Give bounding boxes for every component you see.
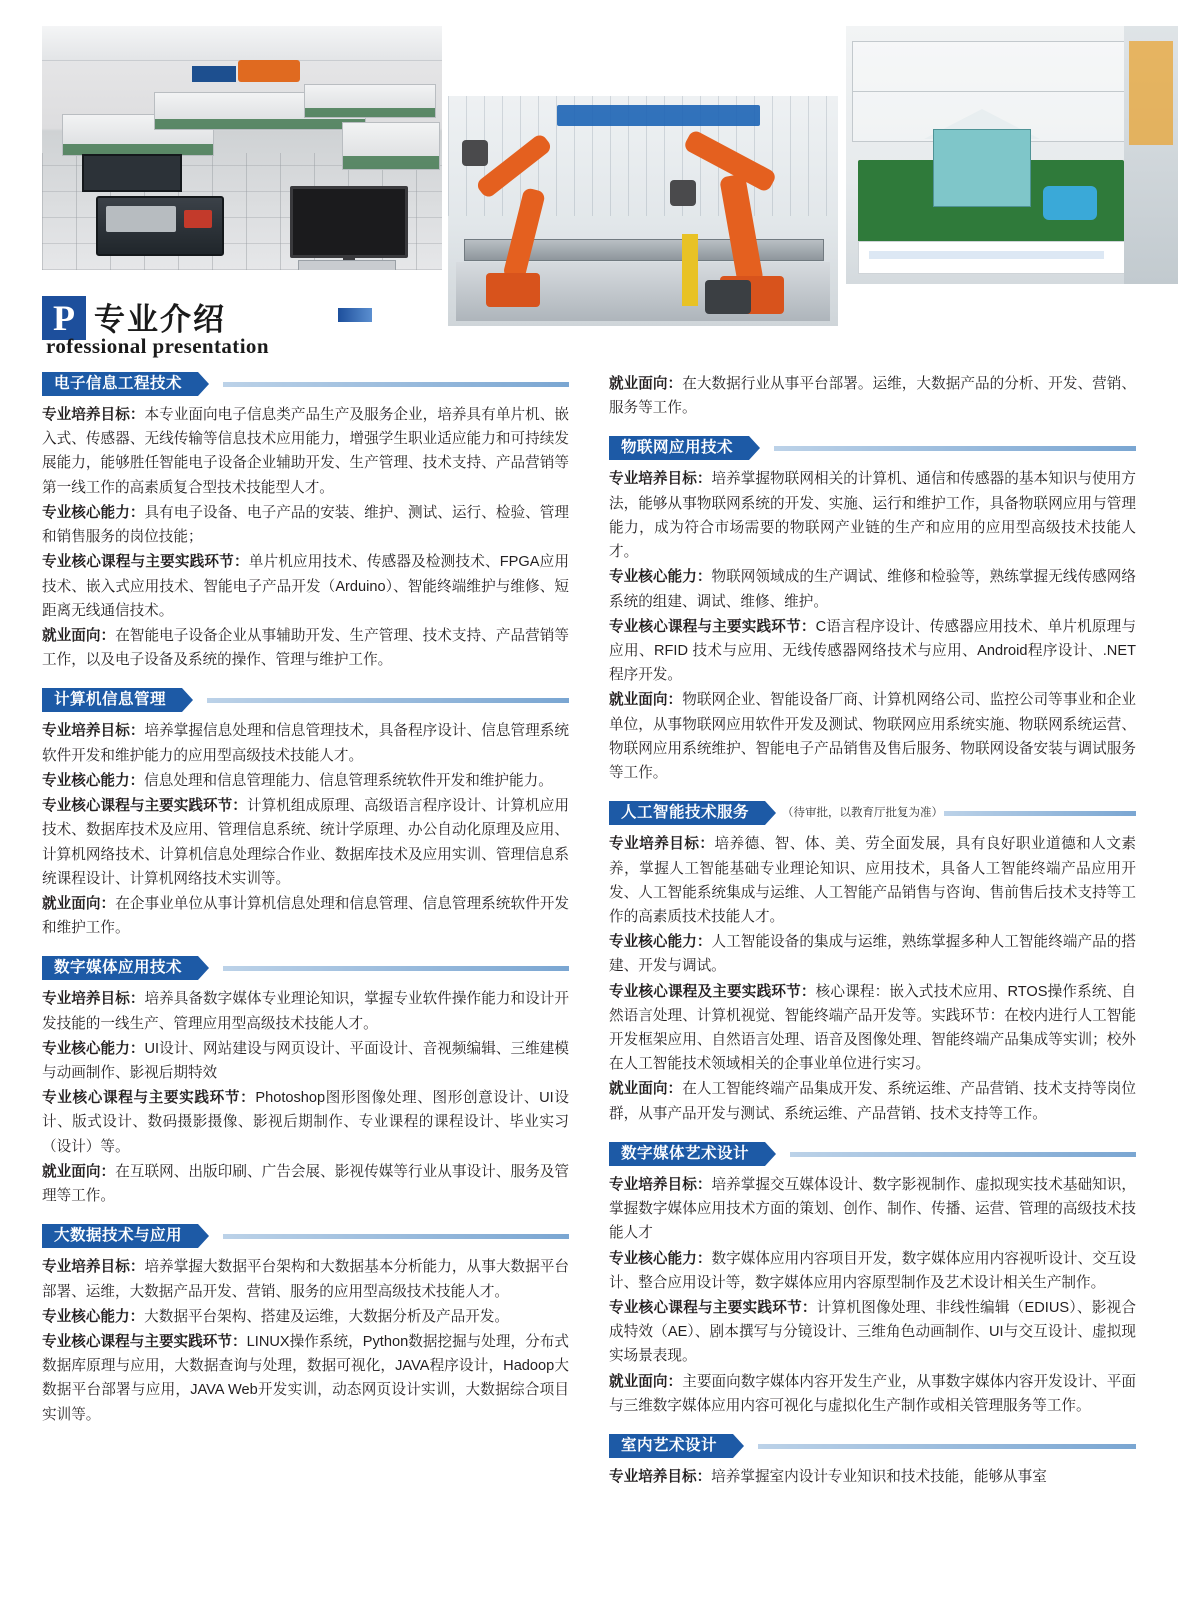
section-paragraph bbox=[42, 794, 569, 891]
section-heading-label: 物联网应用技术 bbox=[609, 436, 749, 460]
paragraph-text: 单片机应用技术、传感器及检测技术、FPGA应用技术、嵌入式应用技术、智能电子产品开发（Arduino）、智能终端维护与维修、短距离无线通信技术。 bbox=[42, 554, 569, 619]
section-heading-rule bbox=[207, 698, 569, 703]
paragraph-text: 在企事业单位从事计算机信息处理和信息管理、信息管理系统软件开发和维护工作。 bbox=[42, 895, 569, 937]
brand-initial: P bbox=[42, 296, 86, 340]
section-heading-note: （待审批，以教育厅批复为准） bbox=[782, 807, 943, 820]
paragraph-text: 物联网企业、智能设备厂商、计算机网络公司、监控公司等事业和企业单位，从事物联网应用软件开发及测试、物联网应用系统实施、物联网系统运营、物联网应用系统维护、智能电子产品销售及售后服务、物联网设备安装与调试服务等工作。 bbox=[609, 692, 1136, 782]
paragraph-label: 专业核心课程及主要实践环节： bbox=[609, 983, 816, 1000]
paragraph-text: 培养掌握信息处理和信息管理技术，具备程序设计、信息管理系统软件开发和维护能力的应用型高级技术技能人才。 bbox=[42, 723, 569, 764]
section-heading-label: 人工智能技术服务 bbox=[609, 801, 765, 825]
lab-room-photo bbox=[42, 26, 442, 270]
paragraph-text: 大数据平台架构、搭建及运维，大数据分析及产品开发。 bbox=[144, 1308, 510, 1325]
paragraph-label: 就业面向： bbox=[609, 376, 683, 392]
paragraph-text: 在大数据行业从事平台部署。运维，大数据产品的分析、开发、营销、服务等工作。 bbox=[609, 376, 1136, 417]
paragraph-text: 本专业面向电子信息类产品生产及服务企业，培养具有单片机、嵌入式、传感器、无线传输等信息技术应用能力，增强学生职业适应能力和可持续发展能力，能够胜任智能电子设备企业辅助开发、生产管理、技术支持、产品营销等第一线工作的高素质复合型技术技能型人才。 bbox=[42, 407, 569, 496]
section-paragraph bbox=[42, 1305, 569, 1329]
major-section bbox=[609, 372, 1136, 420]
section-heading-rule bbox=[944, 811, 1136, 816]
paragraph-label: 专业核心课程与主要实践环节： bbox=[42, 1090, 256, 1107]
section-heading-label: 大数据技术与应用 bbox=[42, 1224, 198, 1248]
paragraph-text: UI设计、网站建设与网页设计、平面设计、音视频编辑、三维建模与动画制作、影视后期特效 bbox=[42, 1040, 569, 1082]
paragraph-text: 培养掌握交互媒体设计、数字影视制作、虚拟现实技术基础知识，掌握数字媒体应用技术方面的策划、创作、制作、传播、运营、管理的高级技术技能人才 bbox=[609, 1176, 1136, 1242]
paragraph-label: 专业核心能力： bbox=[42, 1308, 145, 1325]
section-paragraph bbox=[609, 832, 1136, 929]
edge-photo bbox=[1124, 26, 1178, 284]
section-heading-rule bbox=[223, 1234, 569, 1239]
section-paragraph bbox=[42, 1037, 569, 1085]
robot-arm-photo bbox=[448, 96, 838, 326]
paragraph-text: 数字媒体应用内容项目开发，数字媒体应用内容视听设计、交互设计、整合应用设计等，数字媒体应用内容原型制作及艺术设计相关生产制作。 bbox=[609, 1250, 1136, 1291]
paragraph-label: 专业培养目标： bbox=[42, 991, 145, 1008]
section-heading-rule bbox=[790, 1152, 1136, 1157]
section-paragraph bbox=[42, 1255, 569, 1303]
smart-home-photo bbox=[846, 26, 1136, 284]
paragraph-text: 计算机组成原理、高级语言程序设计、计算机应用技术、数据库技术及应用、管理信息系统、统计学原理、办公自动化原理及应用、计算机网络技术、计算机信息处理综合作业、数据库技术及应用实训、管理信息系统课程设计、计算机网络技术实训等。 bbox=[42, 798, 569, 887]
paragraph-label: 专业核心能力： bbox=[609, 569, 712, 586]
paragraph-label: 专业核心能力： bbox=[42, 1040, 145, 1057]
paragraph-label: 专业核心能力： bbox=[609, 934, 712, 951]
paragraph-text: 培养掌握室内设计专业知识和技术技能，能够从事室 bbox=[711, 1469, 1047, 1486]
paragraph-label: 就业面向： bbox=[609, 1081, 683, 1098]
section-paragraph bbox=[42, 1160, 569, 1208]
major-section bbox=[42, 956, 569, 1208]
paragraph-label: 专业核心课程与主要实践环节： bbox=[609, 1300, 817, 1316]
paragraph-text: 在人工智能终端产品集成开发、系统运维、产品营销、技术支持等岗位群，从事产品开发与测试、系统运维、产品营销、技术支持等工作。 bbox=[609, 1081, 1136, 1122]
paragraph-text: 在互联网、出版印刷、广告会展、影视传媒等行业从事设计、服务及管理等工作。 bbox=[42, 1163, 569, 1205]
section-heading-rule bbox=[223, 382, 569, 387]
right-column bbox=[609, 372, 1136, 1505]
section-heading bbox=[609, 1434, 1136, 1458]
paragraph-label: 专业培养目标： bbox=[609, 1469, 712, 1486]
section-paragraph bbox=[609, 980, 1136, 1077]
section-paragraph bbox=[609, 615, 1136, 688]
section-paragraph bbox=[42, 624, 569, 672]
section-paragraph bbox=[42, 1330, 569, 1427]
major-section bbox=[42, 1224, 569, 1427]
paragraph-text: 人工智能设备的集成与运维，熟练掌握多种人工智能终端产品的搭建、开发与调试。 bbox=[609, 934, 1136, 975]
major-section bbox=[609, 1434, 1136, 1489]
section-paragraph bbox=[42, 501, 569, 549]
left-column bbox=[42, 372, 569, 1505]
section-heading bbox=[42, 688, 569, 712]
page-title-en: rofessional presentation bbox=[46, 334, 269, 358]
section-heading-label: 室内艺术设计 bbox=[609, 1434, 733, 1458]
paragraph-label: 专业核心课程与主要实践环节： bbox=[42, 798, 247, 815]
section-heading-rule bbox=[774, 446, 1136, 451]
major-section bbox=[609, 801, 1136, 1126]
paragraph-label: 就业面向： bbox=[42, 627, 116, 644]
paragraph-label: 专业培养目标： bbox=[609, 471, 712, 488]
paragraph-label: 专业培养目标： bbox=[42, 407, 145, 423]
paragraph-text: 计算机图像处理、非线性编辑（EDIUS）、影视合成特效（AE）、剧本撰写与分镜设计、三维角色动画制作、UI与交互设计、虚拟现实场景表现。 bbox=[609, 1300, 1136, 1365]
paragraph-label: 专业核心能力： bbox=[609, 1250, 712, 1267]
section-heading-rule bbox=[758, 1444, 1136, 1449]
paragraph-label: 专业核心能力： bbox=[42, 772, 145, 789]
paragraph-text: 培养德、智、体、美、劳全面发展，具有良好职业道德和人文素养，掌握人工智能基础专业理论知识、应用技术，具备人工智能终端产品应用开发、人工智能系统集成与运维、人工智能产品销售与咨询、售前售后技术支持等工作的高素质技术技能人才。 bbox=[609, 836, 1136, 925]
paragraph-label: 专业核心课程与主要实践环节： bbox=[42, 1334, 247, 1350]
section-paragraph bbox=[609, 1465, 1136, 1489]
paragraph-label: 专业培养目标： bbox=[42, 1259, 145, 1276]
paragraph-text: LINUX操作系统，Python数据挖掘与处理，分布式数据库原理与应用，大数据查询与处理，数据可视化，JAVA程序设计，Hadoop大数据平台部署与应用，JAVA Web开发实训，动态网页设计实训，大数据综合项目实训等。 bbox=[42, 1334, 569, 1423]
section-heading-label: 计算机信息管理 bbox=[42, 688, 182, 712]
section-paragraph bbox=[42, 769, 569, 793]
paragraph-text: 在智能电子设备企业从事辅助开发、生产管理、技术支持、产品营销等工作，以及电子设备及系统的操作、管理与维护工作。 bbox=[42, 627, 569, 669]
paragraph-text: 培养掌握大数据平台架构和大数据基本分析能力，从事大数据平台部署、运维，大数据产品开发、营销、服务的应用型高级技术技能人才。 bbox=[42, 1259, 569, 1300]
paragraph-text: 物联网领域成的生产调试、维修和检验等，熟练掌握无线传感网络系统的组建、调试、维修、维护。 bbox=[609, 569, 1136, 610]
paragraph-label: 就业面向： bbox=[42, 895, 116, 912]
section-paragraph bbox=[42, 719, 569, 767]
major-section bbox=[609, 436, 1136, 785]
section-heading bbox=[609, 1142, 1136, 1166]
section-paragraph bbox=[609, 688, 1136, 785]
paragraph-label: 就业面向： bbox=[42, 1163, 116, 1180]
section-paragraph bbox=[609, 565, 1136, 613]
page-title: 专业介绍 bbox=[94, 302, 226, 337]
paragraph-label: 专业培养目标： bbox=[609, 1176, 712, 1193]
section-heading bbox=[42, 372, 569, 396]
paragraph-text: 主要面向数字媒体内容开发生产业，从事数字媒体内容开发设计、平面与三维数字媒体应用内容可视化与虚拟化生产制作或相关管理服务等工作。 bbox=[609, 1373, 1136, 1414]
section-paragraph bbox=[609, 1173, 1136, 1246]
paragraph-text: 具有电子设备、电子产品的安装、维护、测试、运行、检验、管理和销售服务的岗位技能； bbox=[42, 504, 569, 546]
section-heading bbox=[42, 1224, 569, 1248]
section-paragraph bbox=[609, 930, 1136, 978]
content-columns bbox=[42, 372, 1136, 1505]
section-heading-label: 电子信息工程技术 bbox=[42, 372, 198, 396]
section-paragraph bbox=[42, 550, 569, 623]
paragraph-label: 专业核心课程与主要实践环节： bbox=[609, 618, 816, 635]
section-paragraph bbox=[609, 1296, 1136, 1369]
section-paragraph bbox=[609, 1247, 1136, 1295]
section-paragraph bbox=[609, 467, 1136, 564]
section-paragraph bbox=[609, 372, 1136, 420]
paragraph-label: 专业培养目标： bbox=[42, 723, 145, 740]
paragraph-text: 核心课程：嵌入式技术应用、RTOS操作系统、自然语言处理、计算机视觉、智能终端产品开发等。实践环节：在校内进行人工智能开发框架应用、自然语言处理、语音及图像处理、智能终端产品集成等实训；校外在人工智能技术领域相关的企事业单位进行实习。 bbox=[609, 983, 1136, 1073]
brand-rule bbox=[338, 308, 372, 322]
major-section bbox=[609, 1142, 1136, 1418]
paragraph-label: 专业核心课程与主要实践环节： bbox=[42, 554, 249, 571]
section-paragraph bbox=[609, 1077, 1136, 1125]
section-heading bbox=[42, 956, 569, 980]
section-heading bbox=[609, 436, 1136, 460]
section-heading-rule bbox=[223, 966, 569, 971]
section-paragraph bbox=[42, 403, 569, 500]
major-section bbox=[42, 372, 569, 672]
section-heading-label: 数字媒体应用技术 bbox=[42, 956, 198, 980]
section-paragraph bbox=[42, 987, 569, 1035]
paragraph-text: Photoshop图形图像处理、图形创意设计、UI设计、版式设计、数码摄影摄像、影视后期制作、专业课程的课程设计、毕业实习（设计）等。 bbox=[42, 1090, 569, 1155]
section-brand bbox=[42, 296, 372, 362]
paragraph-text: 信息处理和信息管理能力、信息管理系统软件开发和维护能力。 bbox=[144, 772, 553, 789]
paragraph-label: 专业核心能力： bbox=[42, 504, 145, 521]
paragraph-text: 培养具备数字媒体专业理论知识，掌握专业软件操作能力和设计开发技能的一线生产、管理应用型高级技术技能人才。 bbox=[42, 991, 569, 1032]
section-paragraph bbox=[42, 892, 569, 940]
major-section bbox=[42, 688, 569, 940]
section-heading bbox=[609, 801, 1136, 825]
section-heading-label: 数字媒体艺术设计 bbox=[609, 1142, 765, 1166]
section-paragraph bbox=[42, 1086, 569, 1159]
section-paragraph bbox=[609, 1370, 1136, 1418]
paragraph-text: C语言程序设计、传感器应用技术、单片机原理与应用、RFID 技术与应用、无线传感器网络技术与应用、Android程序设计、.NET程序开发。 bbox=[609, 618, 1136, 684]
paragraph-label: 专业培养目标： bbox=[609, 836, 715, 853]
paragraph-text: 培养掌握物联网相关的计算机、通信和传感器的基本知识与使用方法，能够从事物联网系统的开发、实施、运行和维护工作，具备物联网应用与管理能力，成为符合市场需要的物联网产业链的生产和应用的应用型高级技术技能人才。 bbox=[609, 471, 1136, 561]
paragraph-label: 就业面向： bbox=[609, 1373, 683, 1390]
paragraph-label: 就业面向： bbox=[609, 692, 683, 709]
